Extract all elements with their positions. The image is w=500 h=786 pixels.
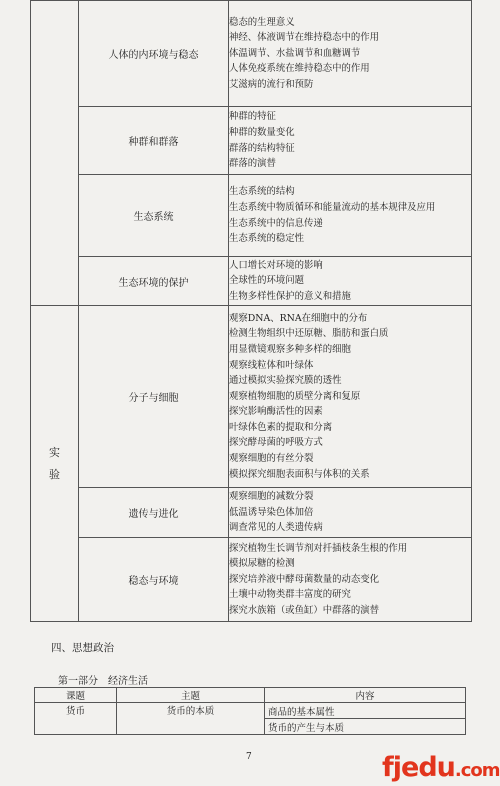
page-number: 7 [246, 752, 252, 762]
list-item: 全球性的环境问题 [229, 275, 305, 287]
list-item: 叶绿体色素的提取和分离 [229, 421, 333, 433]
list-item: 调查常见的人类遗传病 [229, 522, 323, 534]
content-cell: 货币的产生与本质 [265, 719, 466, 735]
content-cell: 商品的基本属性 [265, 703, 466, 719]
site-watermark-logo [382, 752, 500, 783]
list-item: 生态系统中的信息传递 [229, 217, 323, 229]
part-label: 第一部分 [58, 676, 98, 687]
list-item: 低温诱导染色体加倍 [229, 506, 314, 518]
list-item: 观察线粒体和叶绿体 [229, 359, 314, 371]
list-item: 观察细胞的减数分裂 [229, 491, 314, 503]
list-item: 通过模拟实验探究膜的透性 [229, 375, 342, 387]
list-item: 探究酵母菌的呼吸方式 [229, 437, 323, 449]
list-item: 生物多样性保护的意义和措施 [229, 290, 351, 302]
content-cell [229, 257, 472, 306]
topic-cell: 货币 [35, 703, 117, 735]
topic-cell: 生态环境的保护 [79, 257, 229, 306]
table-row [31, 175, 472, 257]
topic-cell: 稳态与环境 [79, 538, 229, 622]
theme-cell: 货币的本质 [117, 703, 265, 735]
topic-cell: 遗传与进化 [79, 488, 229, 538]
list-item: 观察DNA、RNA在细胞中的分布 [229, 312, 368, 324]
list-item: 探究水族箱（或鱼缸）中群落的演替 [229, 604, 380, 616]
table-row [31, 306, 472, 488]
list-item: 生态系统的稳定性 [229, 233, 305, 245]
list-item: 艾滋病的流行和预防 [229, 78, 314, 90]
section-title: 四、思想政治 [51, 642, 114, 654]
list-item: 群落的演替 [229, 158, 276, 170]
list-item: 检测生物组织中还原糖、脂肪和蛋白质 [229, 328, 389, 340]
column-header: 内容 [265, 688, 466, 703]
table-row [31, 538, 472, 622]
watermark-suffix: .com [454, 760, 500, 781]
list-item: 人体免疫系统在维持稳态中的作用 [229, 63, 370, 75]
list-item: 稳态的生理意义 [229, 16, 295, 28]
list-item: 探究培养液中酵母菌数量的动态变化 [229, 573, 380, 585]
part-name: 经济生活 [108, 676, 148, 687]
table-header-row [35, 688, 466, 703]
list-item: 群落的结构特征 [229, 142, 295, 154]
column-header: 课题 [35, 688, 117, 703]
table-row [31, 257, 472, 306]
topic-cell: 分子与细胞 [79, 306, 229, 488]
content-cell [229, 488, 472, 538]
topic-cell: 种群和群落 [79, 107, 229, 175]
list-item: 探究植物生长调节剂对扦插枝条生根的作用 [229, 542, 408, 554]
content-cell [229, 175, 472, 257]
part-title [58, 672, 148, 687]
list-item: 体温调节、水盐调节和血糖调节 [229, 47, 361, 59]
table-row [31, 1, 472, 107]
list-item: 探究影响酶活性的因素 [229, 406, 323, 418]
list-item: 土壤中动物类群丰富度的研究 [229, 589, 351, 601]
blank-category-cell [31, 1, 79, 306]
column-header: 主题 [117, 688, 265, 703]
list-item: 种群的特征 [229, 111, 276, 123]
list-item: 人口增长对环境的影响 [229, 259, 323, 271]
list-item: 生态系统的结构 [229, 186, 295, 198]
economics-table [34, 687, 466, 735]
list-item: 模拟探究细胞表面积与体积的关系 [229, 468, 370, 480]
topic-cell: 人体的内环境与稳态 [79, 1, 229, 107]
content-cell [229, 538, 472, 622]
content-cell [229, 306, 472, 488]
list-item: 用显微镜观察多种多样的细胞 [229, 343, 351, 355]
table-row [35, 703, 466, 719]
category-char: 验 [49, 467, 60, 481]
list-item: 观察植物细胞的质壁分离和复原 [229, 390, 361, 402]
content-cell [229, 107, 472, 175]
list-item: 神经、体液调节在维持稳态中的作用 [229, 32, 380, 44]
list-item: 模拟尿糖的检测 [229, 558, 295, 570]
experiment-category-cell [31, 306, 79, 622]
content-cell [229, 1, 472, 107]
watermark-text: fjedu [382, 752, 455, 783]
list-item: 生态系统中物质循环和能量流动的基本规律及应用 [229, 201, 436, 213]
biology-syllabus-table [30, 0, 472, 622]
list-item: 观察细胞的有丝分裂 [229, 453, 314, 465]
category-char: 实 [49, 445, 60, 459]
table-row [31, 107, 472, 175]
topic-cell: 生态系统 [79, 175, 229, 257]
table-row [31, 488, 472, 538]
list-item: 种群的数量变化 [229, 126, 295, 138]
